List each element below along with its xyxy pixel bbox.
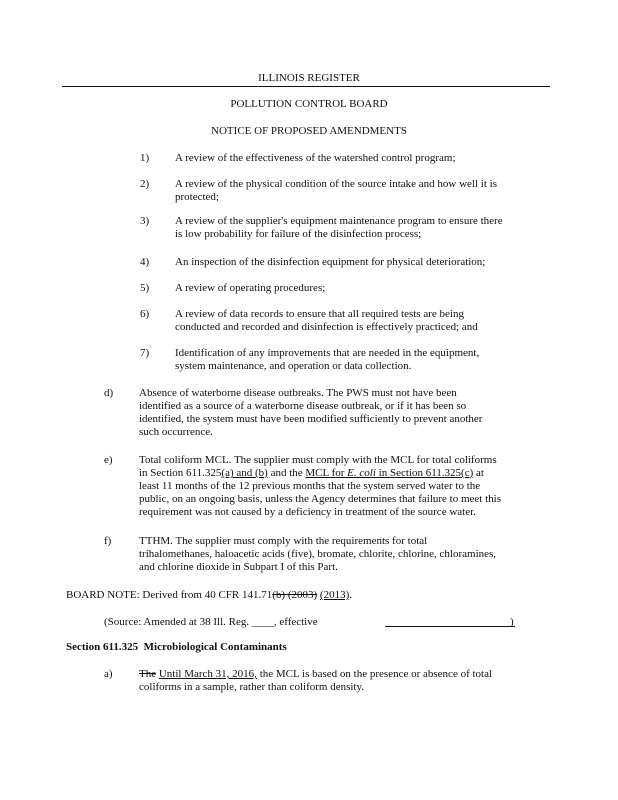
struck-text: (b) (2003)	[272, 589, 318, 601]
item-d-line: identified as a source of a waterborne disease outbreak, or if it has been so	[139, 400, 467, 412]
item-text: system maintenance, and operation or data collection.	[175, 360, 412, 372]
source-line: (Source: Amended at 38 Ill. Reg. ____, effective	[104, 616, 318, 628]
item-e-line	[139, 467, 484, 480]
item-number: 3)	[140, 215, 150, 227]
item-number: 5)	[140, 282, 150, 294]
item-number: 6)	[140, 308, 150, 320]
inserted-text: (2013)	[319, 589, 350, 601]
board-note	[66, 589, 352, 602]
register-title: ILLINOIS REGISTER	[258, 72, 360, 84]
inserted-text: in Section 611.325(c)	[375, 467, 474, 479]
board-name: POLLUTION CONTROL BOARD	[230, 98, 388, 110]
inserted-text: Until March 31, 2016,	[158, 668, 257, 680]
item-text: A review of the physical condition of the source intake and how well it is	[175, 178, 497, 190]
inserted-text-italic: E. coli	[347, 467, 376, 479]
item-f-line: TTHM. The supplier must comply with the requirements for total	[139, 535, 428, 547]
item-a-line: coliforms in a sample, rather than coliform density.	[139, 681, 365, 693]
item-e-line: Total coliform MCL. The supplier must comply with the MCL for total coliforms	[139, 454, 497, 466]
item-f-line: and chlorine dioxide in Subpart I of this Part.	[139, 561, 338, 573]
item-e-text: in Section 611.325	[139, 467, 222, 479]
item-text: A review of the effectiveness of the watershed control program;	[175, 152, 456, 164]
item-text: conducted and recorded and disinfection is effectively practiced; and	[175, 321, 478, 333]
item-e-line: public, on an ongoing basis, unless the Agency determines that failure to meet this	[139, 493, 502, 505]
struck-text: The	[139, 668, 157, 680]
section-title: Microbiological Contaminants	[143, 641, 287, 653]
inserted-text: MCL for	[305, 467, 348, 479]
source-close: )	[510, 616, 514, 628]
item-e-label: e)	[104, 454, 113, 466]
item-a-line	[139, 668, 492, 681]
item-number: 1)	[140, 152, 150, 164]
item-text: A review of data records to ensure that all required tests are being	[175, 308, 464, 320]
item-e-line: least 11 months of the 12 previous months that the system served water to the	[139, 480, 481, 492]
item-text: protected;	[175, 191, 219, 203]
section-number: Section 611.325	[66, 641, 139, 653]
item-number: 2)	[140, 178, 150, 190]
header-rule	[62, 86, 550, 87]
board-note-text: .	[349, 589, 352, 601]
item-text: A review of operating procedures;	[175, 282, 326, 294]
item-d-label: d)	[104, 387, 114, 399]
item-a-label: a)	[104, 668, 113, 680]
item-d-line: Absence of waterborne disease outbreaks. The PWS must not have been	[139, 387, 457, 399]
source-blank-rule	[385, 626, 515, 627]
item-text: An inspection of the disinfection equipment for physical deterioration;	[175, 256, 486, 268]
item-number: 4)	[140, 256, 150, 268]
item-d-line: such occurrence.	[139, 426, 213, 438]
item-e-line: requirement was not caused by a deficiency in treatment of the source water.	[139, 506, 476, 518]
item-text: Identification of any improvements that are needed in the equipment,	[175, 347, 480, 359]
item-d-line: identified, the system must have been modified sufficiently to prevent another	[139, 413, 483, 425]
item-f-label: f)	[104, 535, 112, 547]
item-text: A review of the supplier's equipment maintenance program to ensure there	[175, 215, 503, 227]
inserted-text: (a) and (b)	[221, 467, 268, 479]
board-note-text: BOARD NOTE: Derived from 40 CFR 141.71	[66, 589, 273, 601]
item-text: is low probability for failure of the disinfection process;	[175, 228, 422, 240]
item-e-text: at	[473, 467, 484, 479]
item-number: 7)	[140, 347, 150, 359]
notice-title: NOTICE OF PROPOSED AMENDMENTS	[211, 125, 407, 137]
item-a-text: the MCL is based on the presence or absence of total	[256, 668, 493, 680]
section-heading	[66, 641, 287, 654]
item-e-text: and the	[267, 467, 306, 479]
item-f-line: trihalomethanes, haloacetic acids (five), bromate, chlorite, chlorine, chloramines,	[139, 548, 497, 560]
